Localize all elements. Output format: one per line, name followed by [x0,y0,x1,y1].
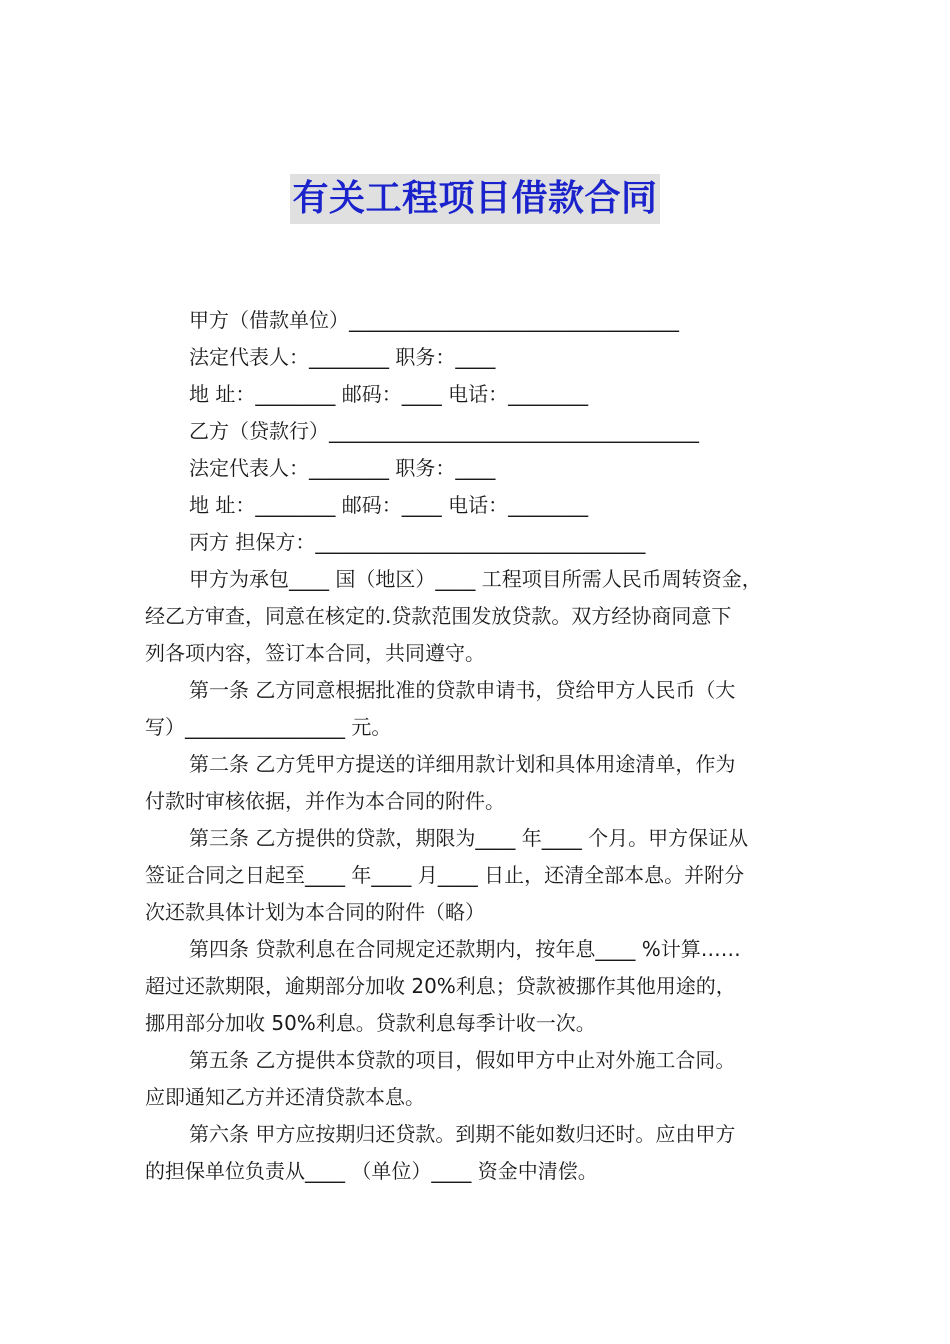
paragraph-line: 的担保单位负责从____ （单位）____ 资金中清偿。 [145,1159,598,1183]
paragraph-preamble [145,561,807,672]
paragraph-article-5 [145,1042,807,1116]
party-a-representative-line: 法定代表人：________ 职务：____ [189,345,496,369]
paragraph-line: 写）________________ 元。 [145,715,392,739]
paragraph-article-2 [145,746,807,820]
paragraph-line: 第五条 乙方提供本贷款的项目，假如甲方中止对外施工合同。 [189,1048,736,1072]
party-a-address-line: 地 址：________ 邮码：____ 电话：________ [189,382,589,406]
party-b-line: 乙方（贷款行）_____________________________________ [189,419,699,443]
paragraph-line: 第六条 甲方应按期归还贷款。到期不能如数归还时。应由甲方 [189,1122,736,1146]
paragraph-article-1 [145,672,807,746]
paragraph-article-4 [145,931,807,1042]
paragraph-line: 第一条 乙方同意根据批准的贷款申请书，贷给甲方人民币（大 [189,678,736,702]
title-container [0,174,950,224]
paragraph-line: 付款时审核依据，并作为本合同的附件。 [145,789,505,813]
party-b-address-line: 地 址：________ 邮码：____ 电话：________ [189,493,589,517]
paragraph-line: 签证合同之日起至____ 年____ 月____ 日止，还清全部本息。并附分 [145,863,745,887]
paragraph-line: 挪用部分加收 50%利息。贷款利息每季计收一次。 [145,1011,596,1035]
paragraph-line: 第四条 贷款利息在合同规定还款期内，按年息____ %计算…… [189,937,741,961]
party-b-representative-line: 法定代表人：________ 职务：____ [189,456,496,480]
paragraph-article-3 [145,820,807,931]
paragraph-line: 第二条 乙方凭甲方提送的详细用款计划和具体用途清单，作为 [189,752,736,776]
paragraph-line: 第三条 乙方提供的贷款，期限为____ 年____ 个月。甲方保证从 [189,826,749,850]
paragraph-line: 次还款具体计划为本合同的附件（略） [145,900,485,924]
paragraph-article-6 [145,1116,807,1190]
paragraph-line: 列各项内容，签订本合同，共同遵守。 [145,641,485,665]
document-body [145,302,807,1190]
party-c-guarantor-line: 丙方 担保方：_________________________________ [189,530,646,554]
document-title: 有关工程项目借款合同 [290,174,659,224]
party-a-line: 甲方（借款单位）_________________________________ [189,308,679,332]
paragraph-line: 应即通知乙方并还清贷款本息。 [145,1085,425,1109]
paragraph-line: 经乙方审查，同意在核定的.贷款范围发放贷款。双方经协商同意下 [145,604,732,628]
paragraph-line: 甲方为承包____ 国（地区）____ 工程项目所需人民币周转资金， [189,567,762,591]
paragraph-line: 超过还款期限，逾期部分加收 20%利息；贷款被挪作其他用途的， [145,974,736,998]
